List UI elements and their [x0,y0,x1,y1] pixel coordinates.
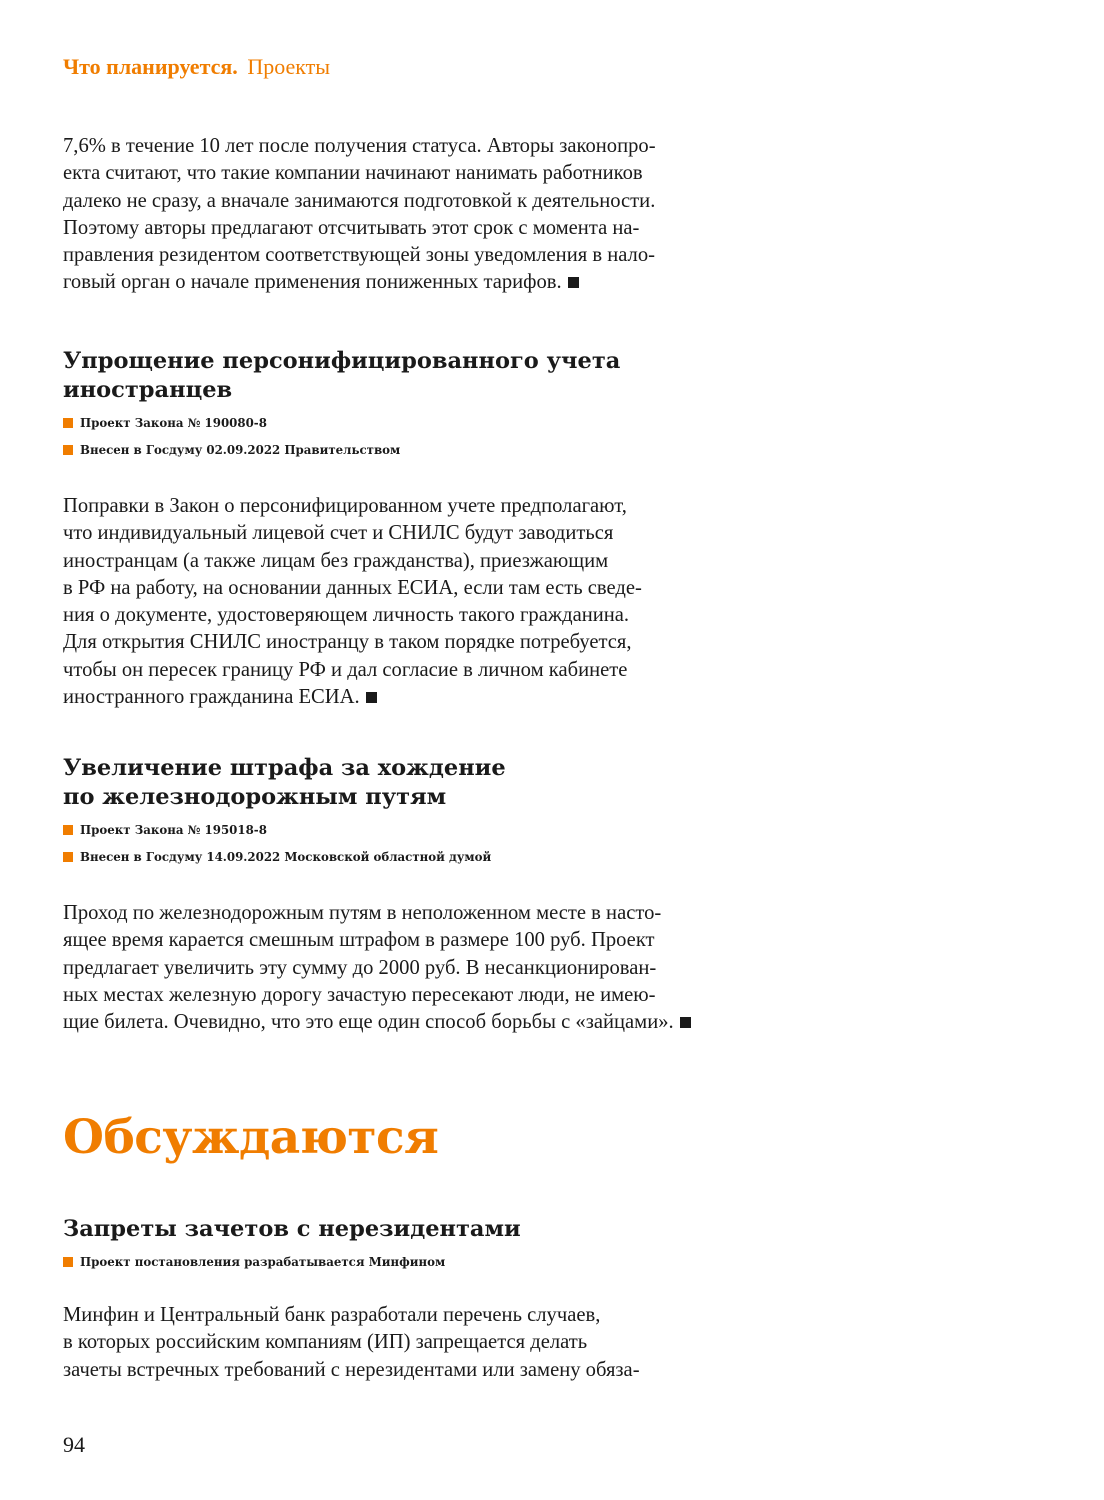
title-line: Упрощение персонифицированного учета [63,348,621,374]
running-head [63,54,330,80]
article-railway-fine [63,754,763,1036]
intro-paragraph [63,133,763,297]
article-body [63,493,763,711]
running-head-subsection: Проекты [247,54,331,79]
text-line: Поэтому авторы предлагают отсчитывать этот срок с момента на- [63,216,640,239]
orange-square-bullet-icon [63,418,73,428]
page-number: 94 [63,1432,85,1457]
article-title [63,347,763,405]
text-line: 7,6% в течение 10 лет после получения статуса. Авторы законопро- [63,135,656,157]
text-line-last [63,269,763,296]
meta-text: Проект Закона № 195018-8 [80,823,267,837]
article-nonresident-offsets [63,1215,763,1384]
text-line: зачеты встречных требований с нерезидентами или замену обяза- [63,1358,640,1381]
section-heading: Обсуждаются [63,1110,439,1165]
text-line-last [63,1009,763,1036]
article-meta [63,416,763,470]
meta-text: Внесен в Госдуму 14.09.2022 Московской областной думой [80,850,492,864]
text-line: предлагает увеличить эту сумму до 2000 руб. В несанкционирован- [63,956,657,979]
text-line: в РФ на работу, на основании данных ЕСИА, если там есть сведе- [63,576,642,599]
text-line: говый орган о начале применения пониженных тарифов. [63,271,562,294]
text-line: екта считают, что такие компании начинают нанимать работников [63,162,643,185]
article-meta [63,1255,763,1282]
meta-text: Проект Закона № 190080-8 [80,416,267,430]
text-line: ния о документе, удостоверяющем личность такого гражданина. [63,604,630,627]
meta-item [63,823,763,850]
text-line: ящее время карается смешным штрафом в размере 100 руб. Проект [63,929,655,952]
text-line: далеко не сразу, а вначале занимаются подготовкой к деятельности. [63,189,656,212]
text-line: Поправки в Закон о персонифицированном учете предполагают, [63,495,627,517]
text-line: ных местах железную дорогу зачастую пересекают люди, не имею- [63,983,656,1006]
intro-block [63,133,763,297]
text-line: иностранцам (а также лицам без гражданства), приезжающим [63,549,609,572]
orange-square-bullet-icon [63,445,73,455]
end-of-article-mark [568,277,579,288]
meta-item [63,416,763,443]
text-line: Для открытия СНИЛС иностранцу в таком порядке потребуется, [63,631,632,654]
meta-item [63,443,763,470]
title-line: иностранцев [63,377,233,403]
text-line-last [63,684,763,711]
running-head-section: Что планируется. [63,54,238,79]
end-of-article-mark [680,1017,691,1028]
meta-text: Проект постановления разрабатывается Минфином [80,1255,446,1269]
text-line: иностранного гражданина ЕСИА. [63,686,360,709]
article-title [63,754,763,812]
orange-square-bullet-icon [63,1257,73,1267]
title-line: Увеличение штрафа за хождение [63,755,506,781]
title-line: по железнодорожным путям [63,784,447,810]
orange-square-bullet-icon [63,825,73,835]
meta-item [63,850,763,877]
article-body [63,900,763,1036]
text-line: щие билета. Очевидно, что это еще один способ борьбы с «зайцами». [63,1011,674,1034]
article-meta [63,823,763,877]
text-line: в которых российским компаниям (ИП) запрещается делать [63,1331,588,1354]
text-line: Минфин и Центральный банк разработали перечень случаев, [63,1304,601,1326]
article-body [63,1302,763,1384]
text-line: чтобы он пересек границу РФ и дал согласие в личном кабинете [63,658,628,681]
text-line: что индивидуальный лицевой счет и СНИЛС будут заводиться [63,522,614,545]
orange-square-bullet-icon [63,852,73,862]
end-of-article-mark [366,692,377,703]
text-line: Проход по железнодорожным путям в неположенном месте в насто- [63,902,662,924]
article-title [63,1215,763,1244]
meta-text: Внесен в Госдуму 02.09.2022 Правительством [80,443,401,457]
meta-item [63,1255,763,1282]
title-line: Запреты зачетов с нерезидентами [63,1216,521,1242]
text-line: правления резидентом соответствующей зоны уведомления в нало- [63,244,655,267]
article-personified-accounting [63,347,763,711]
